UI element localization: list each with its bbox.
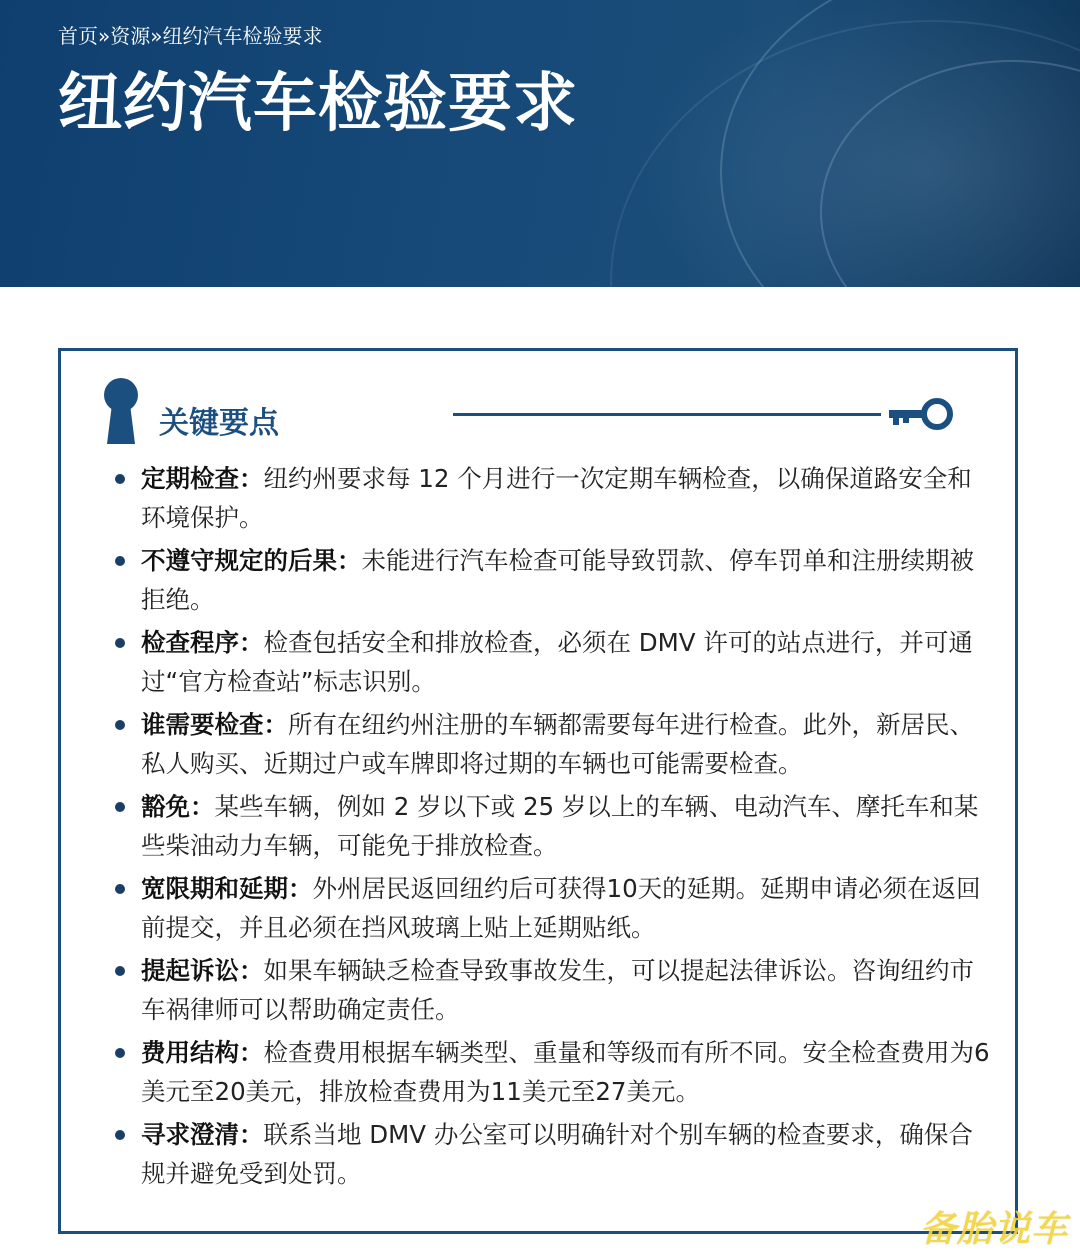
- point-text: 联系当地 DMV 办公室可以明确针对个别车辆的检查要求，确保合规并避免受到处罚。: [141, 1120, 973, 1188]
- bullet-icon: [115, 802, 125, 812]
- bullet-icon: [115, 638, 125, 648]
- card-title: 关键要点: [159, 406, 279, 441]
- key-points-list: [111, 459, 991, 1197]
- point-text: 某些车辆，例如 2 岁以下或 25 岁以上的车辆、电动汽车、摩托车和某些柴油动力车辆，可能免于排放检查。: [141, 792, 979, 860]
- list-item: [111, 541, 991, 619]
- point-text: 未能进行汽车检查可能导致罚款、停车罚单和注册续期被拒绝。: [141, 546, 974, 614]
- list-item: [111, 869, 991, 947]
- breadcrumb-separator: »: [98, 24, 111, 48]
- bullet-icon: [115, 1130, 125, 1140]
- keyhole-icon: [101, 378, 141, 444]
- key-icon: [889, 396, 955, 432]
- point-term: 费用结构：: [141, 1038, 264, 1067]
- breadcrumb-separator: »: [150, 24, 163, 48]
- point-text: 检查费用根据车辆类型、重量和等级而有所不同。安全检查费用为6美元至20美元，排放检查费用为11美元至27美元。: [141, 1038, 990, 1106]
- hero-banner: [0, 0, 1080, 287]
- bullet-icon: [115, 966, 125, 976]
- decorative-arc: [610, 20, 1080, 287]
- point-term: 不遵守规定的后果：: [141, 546, 362, 575]
- point-text: 检查包括安全和排放检查，必须在 DMV 许可的站点进行，并可通过“官方检查站”标志识别。: [141, 628, 973, 696]
- page-title: 纽约汽车检验要求: [58, 67, 578, 141]
- point-term: 寻求澄清：: [141, 1120, 264, 1149]
- list-item: [111, 623, 991, 701]
- list-item: [111, 705, 991, 783]
- key-points-card: [58, 348, 1018, 1234]
- bullet-icon: [115, 884, 125, 894]
- point-text: 纽约州要求每 12 个月进行一次定期车辆检查，以确保道路安全和环境保护。: [141, 464, 972, 532]
- point-term: 检查程序：: [141, 628, 264, 657]
- list-item: [111, 787, 991, 865]
- point-term: 提起诉讼：: [141, 956, 264, 985]
- point-text: 外州居民返回纽约后可获得10天的延期。延期申请必须在返回前提交，并且必须在挡风玻璃上贴上延期贴纸。: [141, 874, 981, 942]
- card-header: [101, 376, 961, 448]
- breadcrumb-home-link[interactable]: 首页: [58, 24, 98, 48]
- point-term: 宽限期和延期：: [141, 874, 313, 903]
- point-term: 谁需要检查：: [141, 710, 288, 739]
- list-item: [111, 459, 991, 537]
- point-text: 如果车辆缺乏检查导致事故发生，可以提起法律诉讼。咨询纽约市车祸律师可以帮助确定责任。: [141, 956, 974, 1024]
- bullet-icon: [115, 556, 125, 566]
- watermark-logo: 备胎说车: [919, 1209, 1068, 1250]
- list-item: [111, 1115, 991, 1193]
- list-item: [111, 951, 991, 1029]
- point-text: 所有在纽约州注册的车辆都需要每年进行检查。此外，新居民、私人购买、近期过户或车牌即将过期的车辆也可能需要检查。: [141, 710, 974, 778]
- list-item: [111, 1033, 991, 1111]
- bullet-icon: [115, 1048, 125, 1058]
- breadcrumb-resources-link[interactable]: 资源: [110, 24, 151, 48]
- breadcrumb-current: 纽约汽车检验要求: [162, 24, 323, 48]
- divider-line: [453, 413, 881, 416]
- breadcrumb: [58, 20, 323, 49]
- point-term: 豁免：: [141, 792, 215, 821]
- bullet-icon: [115, 474, 125, 484]
- bullet-icon: [115, 720, 125, 730]
- point-term: 定期检查：: [141, 464, 264, 493]
